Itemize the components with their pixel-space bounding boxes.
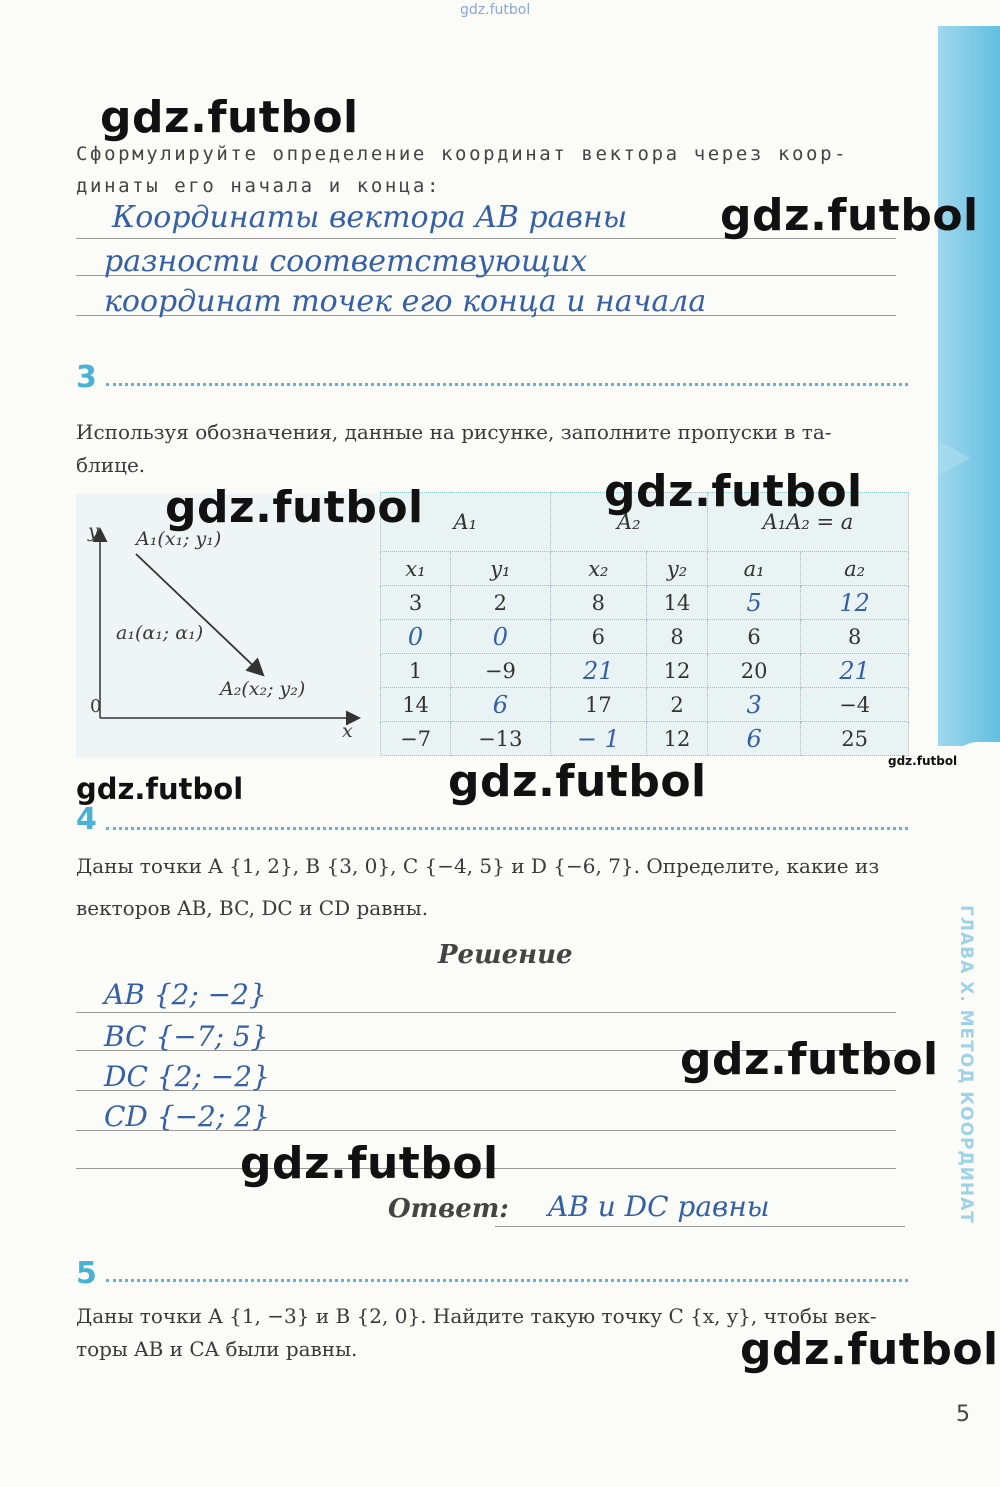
vector-a1-label: a₁(α₁; α₁) [116,622,204,644]
task3-number: 3 [76,360,97,395]
point-a1-label: A₁(x₁; y₁) [136,528,222,550]
task5-text-line1: Даны точки A {1, −3} и B {2, 0}. Найдите такую точку C {x, y}, чтобы век- [76,1304,877,1328]
task4-text-line2: векторов AB, BC, DC и CD равны. [76,896,429,920]
watermark: gdz.futbol [740,1324,999,1375]
task2-answer-line3: координат точек его конца и начала [104,284,707,319]
table-cell-handwritten: 5 [707,586,800,620]
chapter-title: ГЛАВА X. МЕТОД КООРДИНАТ [956,905,976,1224]
table-cell: −9 [451,654,550,688]
table-cell: 20 [707,654,800,688]
watermark-small: gdz.futbol [888,754,958,768]
col-a2: a₂ [801,552,909,586]
watermark: gdz.futbol [76,772,244,806]
table-row [381,620,909,654]
table-cell: 8 [647,620,708,654]
table-cell: −7 [381,722,451,756]
solution-line: AB {2; −2} [104,978,267,1011]
watermark: gdz.futbol [100,92,359,143]
task2-answer-line2: разности соответствующих [104,244,588,279]
table-cell: 8 [801,620,909,654]
solution-line: CD {−2; 2} [104,1100,270,1133]
table-cell-handwritten: 0 [451,620,550,654]
axis-y-label: y [88,520,99,542]
col-x1: x₁ [381,552,451,586]
watermark: gdz.futbol [604,466,863,517]
task3-text-line1: Используя обозначения, данные на рисунке, заполните пропуски в та- [76,420,832,444]
watermark: gdz.futbol [720,190,979,241]
col-y2: y₂ [647,552,708,586]
watermark: gdz.futbol [680,1034,939,1085]
table-cell: 2 [451,586,550,620]
coordinates-table [380,492,909,756]
table-cell-handwritten: 12 [801,586,909,620]
table-cell: 1 [381,654,451,688]
tab-arrow-icon [938,440,978,480]
solution-line: BC {−7; 5} [104,1020,269,1053]
watermark: gdz.futbol [240,1138,499,1189]
table-cell-handwritten: 21 [801,654,909,688]
origin-label: 0 [90,696,102,717]
header-a1: A₁ [381,493,551,552]
task2-answer-line1: Координаты вектора AB равны [112,200,628,235]
section-divider [106,383,908,386]
col-y1: y₁ [451,552,550,586]
table-cell-handwritten: 6 [707,722,800,756]
task5-text-line2: торы AB и CA были равны. [76,1337,358,1361]
task5-number: 5 [76,1256,97,1291]
header-vector: A₁A₂ = a [707,493,908,552]
table-cell: −13 [451,722,550,756]
task2-question-line1: Сформулируйте определение координат вектора через коор- [76,143,849,165]
col-a1: a₁ [707,552,800,586]
watermark: gdz.futbol [448,756,707,807]
table-cell: 14 [647,586,708,620]
table-cell: 17 [550,688,647,722]
table-cell: 3 [381,586,451,620]
task4-number: 4 [76,802,97,837]
table-cell-handwritten: 6 [451,688,550,722]
chapter-tab [938,26,1000,746]
table-cell-handwritten: − 1 [550,722,647,756]
table-cell-handwritten: 0 [381,620,451,654]
table-cell: 8 [550,586,647,620]
page-number: 5 [956,1402,970,1427]
solution-rule [76,1012,896,1013]
answer-label: Ответ: [388,1194,509,1224]
table-cell: −4 [801,688,909,722]
table-row [381,654,909,688]
answer-value: AB и DC равны [548,1190,770,1223]
table-row [381,722,909,756]
point-a2-label: A₂(x₂; y₂) [220,678,306,700]
table-cell-handwritten: 21 [550,654,647,688]
watermark-top: gdz.futbol [460,2,531,18]
task3-text-line2: блице. [76,453,146,477]
table-cell: 25 [801,722,909,756]
task4-text-line1: Даны точки A {1, 2}, B {3, 0}, C {−4, 5} и D {−6, 7}. Определите, какие из [76,854,880,878]
solution-title: Решение [438,940,573,970]
task2-question-line2: динаты его начала и конца: [76,175,442,197]
watermark: gdz.futbol [165,482,424,533]
table-cell: 6 [707,620,800,654]
table-header-row [381,552,909,586]
table-cell: 6 [550,620,647,654]
axis-x-label: x [342,720,353,742]
table-row [381,688,909,722]
section-divider [106,827,908,830]
col-x2: x₂ [550,552,647,586]
solution-line: DC {2; −2} [104,1060,270,1093]
vector-figure [76,494,381,758]
answer-rule [495,1226,905,1227]
table-cell: 14 [381,688,451,722]
table-row [381,586,909,620]
section-divider [106,1279,908,1282]
table-cell-handwritten: 3 [707,688,800,722]
table-cell: 12 [647,722,708,756]
table-cell: 2 [647,688,708,722]
header-a2: A₂ [550,493,707,552]
table-cell: 12 [647,654,708,688]
